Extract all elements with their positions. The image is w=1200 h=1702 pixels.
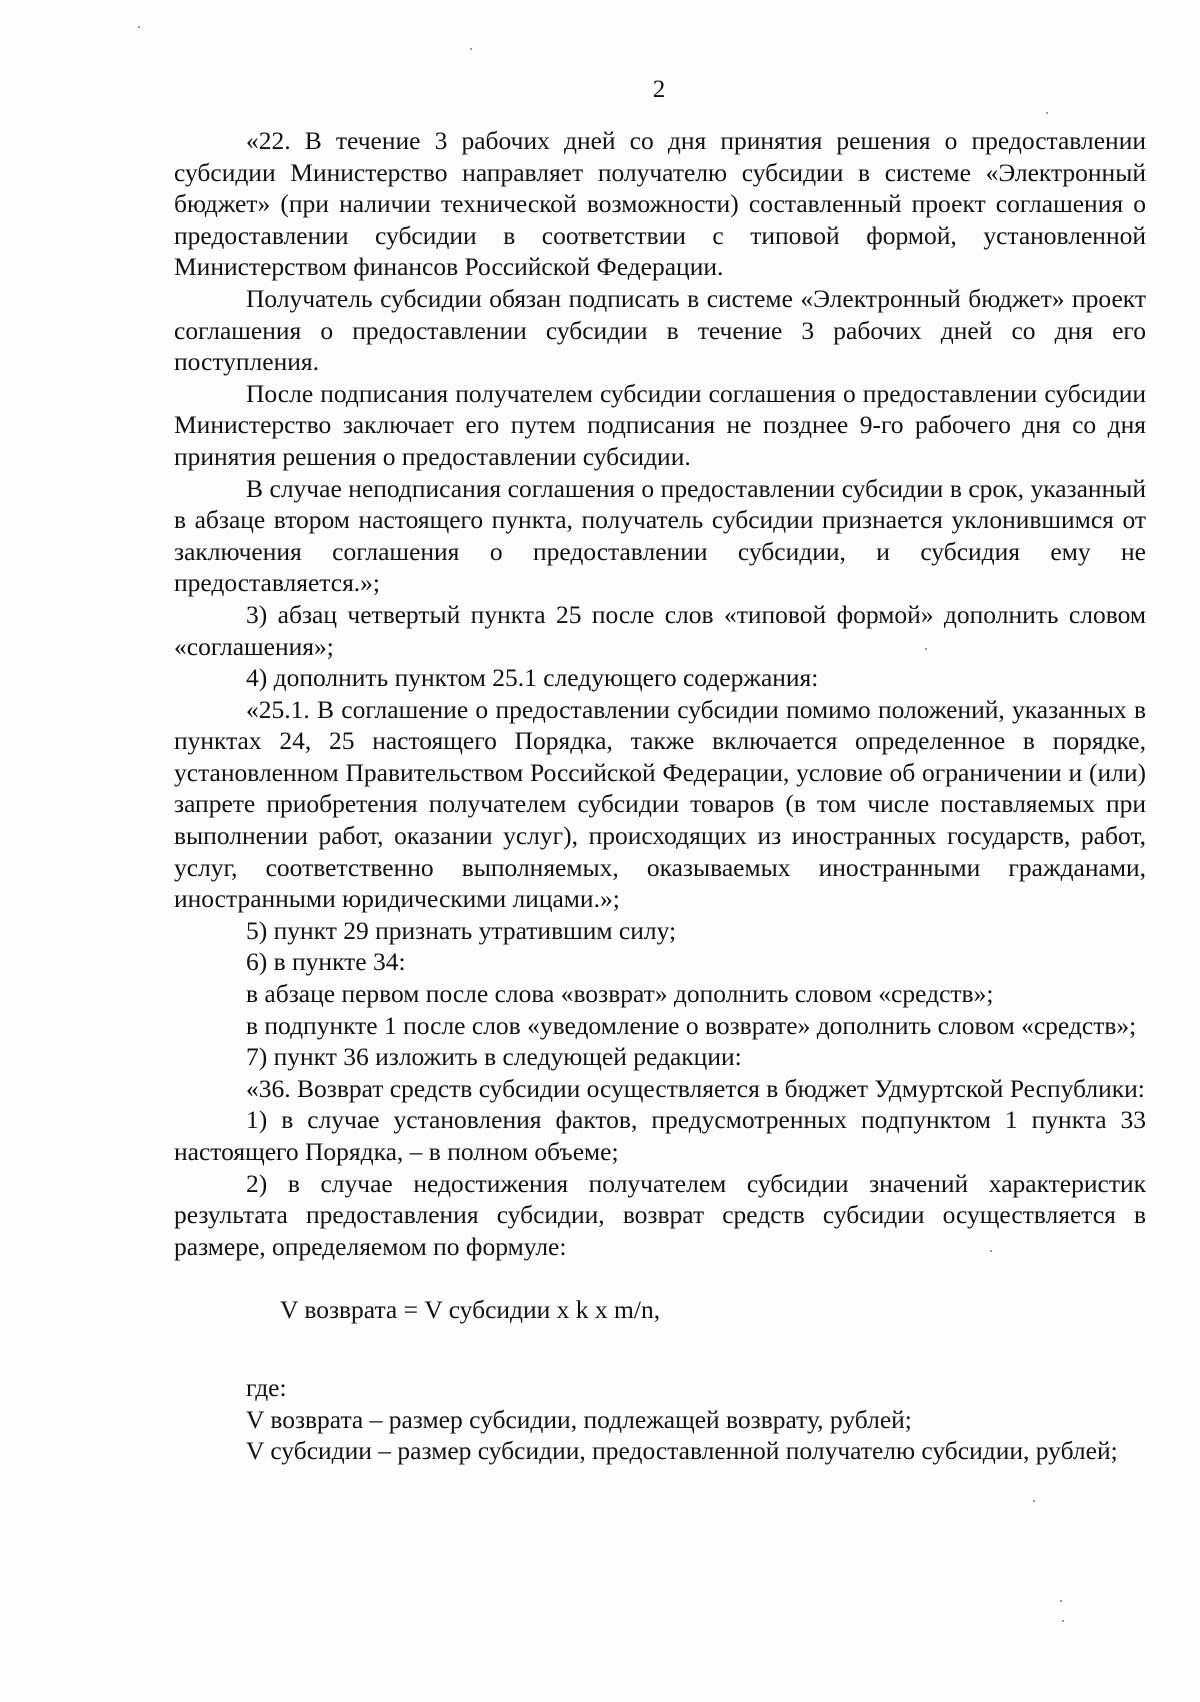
scan-speck (1033, 1500, 1035, 1502)
paragraph: 6) в пункте 34: (246, 947, 406, 977)
paragraph: После подписания получателем субсидии соглашения о предоставлении субсидии Министерство заключает его путем подписания не позднее 9-го рабочего дня со дня принятия решения о предоставлении субсидии. (174, 378, 1146, 471)
document-body (174, 125, 1146, 1467)
paragraph: 5) пункт 29 признать утратившим силу; (246, 915, 677, 945)
paragraph: V субсидии – размер субсидии, предоставленной получателю субсидии, рублей; (246, 1436, 1118, 1466)
paragraph: в абзаце первом после слова «возврат» дополнить словом «средств»; (246, 979, 994, 1009)
page-number: 2 (652, 76, 666, 103)
paragraph: 1) в случае установления фактов, предусмотренных подпунктом 1 пункта 33 настоящего Порядка, – в полном объеме; (174, 1105, 1146, 1166)
scan-speck (470, 48, 472, 50)
paragraph: «25.1. В соглашение о предоставлении субсидии помимо положений, указанных в пунктах 24, 25 настоящего Порядка, также включается определенное в порядке, установленном Правительством Российской Федерации, условие об ограничении и (или) запрете приобретения получателем субсидии товаров (в том числе поставляемых при выполнении работ, оказании услуг), происходящих из иностранных государств, работ, услуг, соответственно выполняемых, оказываемых иностранными гражданами, иностранными юридическими лицами.»; (174, 694, 1146, 914)
scan-speck (925, 648, 927, 650)
formula: V возврата = V субсидии x k x m/n, (280, 1295, 661, 1325)
paragraph: 2) в случае недостижения получателем субсидии значений характеристик результата предоставления субсидии, возврат средств субсидии осуществляется в размере, определяемом по формуле: (174, 1168, 1146, 1261)
paragraph: 3) абзац четвертый пункта 25 после слов «типовой формой» дополнить словом «соглашения»; (174, 599, 1146, 661)
scan-speck (1046, 112, 1048, 114)
paragraph: «36. Возврат средств субсидии осуществляется в бюджет Удмуртской Республики: (246, 1073, 1145, 1103)
scan-speck (1062, 1620, 1064, 1622)
scan-speck (990, 1250, 992, 1252)
paragraph: В случае неподписания соглашения о предоставлении субсидии в срок, указанный в абзаце втором настоящего пункта, получатель субсидии признается уклонившимся от заключения соглашения о предоставлении субсидии, и субсидия ему не предоставляется.»; (174, 473, 1146, 598)
paragraph: где: (246, 1372, 287, 1402)
paragraph: V возврата – размер субсидии, подлежащей возврату, рублей; (246, 1404, 912, 1434)
scan-speck (138, 26, 140, 28)
paragraph: 7) пункт 36 изложить в следующей редакции: (246, 1042, 742, 1072)
paragraph: «22. В течение 3 рабочих дней со дня принятия решения о предоставлении субсидии Министерство направляет получателю субсидии в системе «Электронный бюджет» (при наличии технической возможности) составленный проект соглашения о предоставлении субсидии в соответствии с типовой формой, установленной Министерством финансов Российской Федерации. (174, 126, 1146, 282)
paragraph: в подпункте 1 после слов «уведомление о возврате» дополнить словом «средств»; (246, 1010, 1137, 1040)
scan-speck (1060, 1600, 1062, 1602)
paragraph: Получатель субсидии обязан подписать в системе «Электронный бюджет» проект соглашения о предоставлении субсидии в течение 3 рабочих дней со дня его поступления. (174, 283, 1146, 377)
paragraph: 4) дополнить пунктом 25.1 следующего содержания: (246, 663, 819, 693)
